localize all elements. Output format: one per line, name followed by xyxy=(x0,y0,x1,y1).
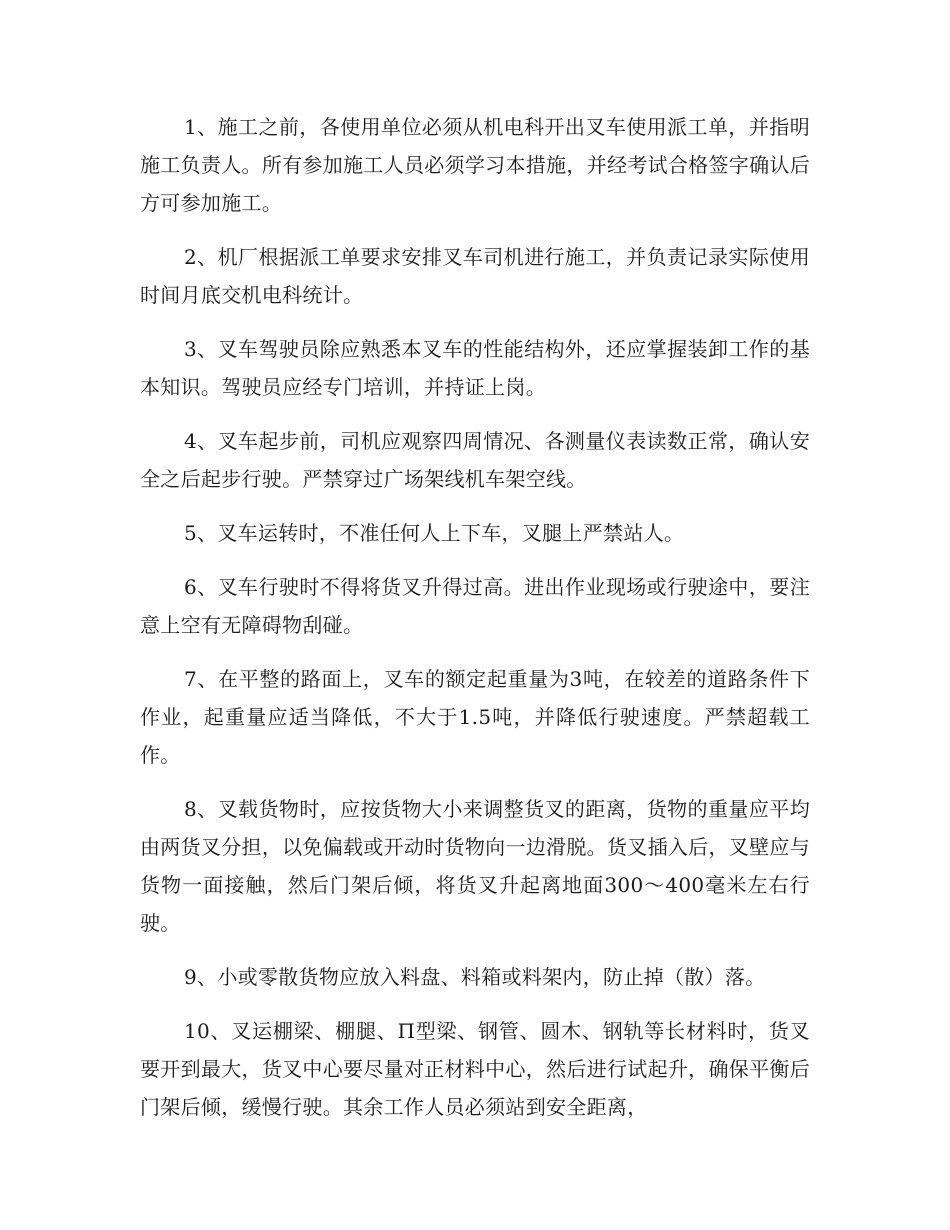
paragraph-10: 10、叉运棚梁、棚腿、Π型梁、钢管、圆木、钢轨等长材料时，货叉要开到最大，货叉中心要尽量对正材料中心，然后进行试起升，确保平衡后门架后倾，缓慢行驶。其余工作人员必须站到安全距离， xyxy=(140,1019,810,1119)
paragraph-2: 2、机厂根据派工单要求安排叉车司机进行施工，并负责记录实际使用时间月底交机电科统计。 xyxy=(140,245,810,307)
paragraph-8: 8、叉载货物时，应按货物大小来调整货叉的距离，货物的重量应平均由两货叉分担，以免偏载或开动时货物向一边滑脱。货叉插入后，叉壁应与货物一面接触，然后门架后倾，将货叉升起离地面300～400毫米左右行驶。 xyxy=(140,797,810,935)
paragraph-4: 4、叉车起步前，司机应观察四周情况、各测量仪表读数正常，确认安全之后起步行驶。严禁穿过广场架线机车架空线。 xyxy=(140,429,810,491)
paragraph-7: 7、在平整的路面上，叉车的额定起重量为3吨，在较差的道路条件下作业，起重量应适当降低，不大于1.5吨，并降低行驶速度。严禁超载工作。 xyxy=(140,667,810,767)
paragraph-6: 6、叉车行驶时不得将货叉升得过高。进出作业现场或行驶途中，要注意上空有无障碍物刮碰。 xyxy=(140,575,810,637)
paragraph-9: 9、小或零散货物应放入料盘、料箱或料架内，防止掉（散）落。 xyxy=(184,965,766,989)
paragraph-3: 3、叉车驾驶员除应熟悉本叉车的性能结构外，还应掌握装卸工作的基本知识。驾驶员应经专门培训，并持证上岗。 xyxy=(140,337,810,399)
document-body xyxy=(140,108,810,1126)
paragraph-1: 1、施工之前，各使用单位必须从机电科开出叉车使用派工单，并指明施工负责人。所有参加施工人员必须学习本措施，并经考试合格签字确认后方可参加施工。 xyxy=(140,115,810,215)
paragraph-5: 5、叉车运转时，不准任何人上下车，叉腿上严禁站人。 xyxy=(184,521,685,545)
